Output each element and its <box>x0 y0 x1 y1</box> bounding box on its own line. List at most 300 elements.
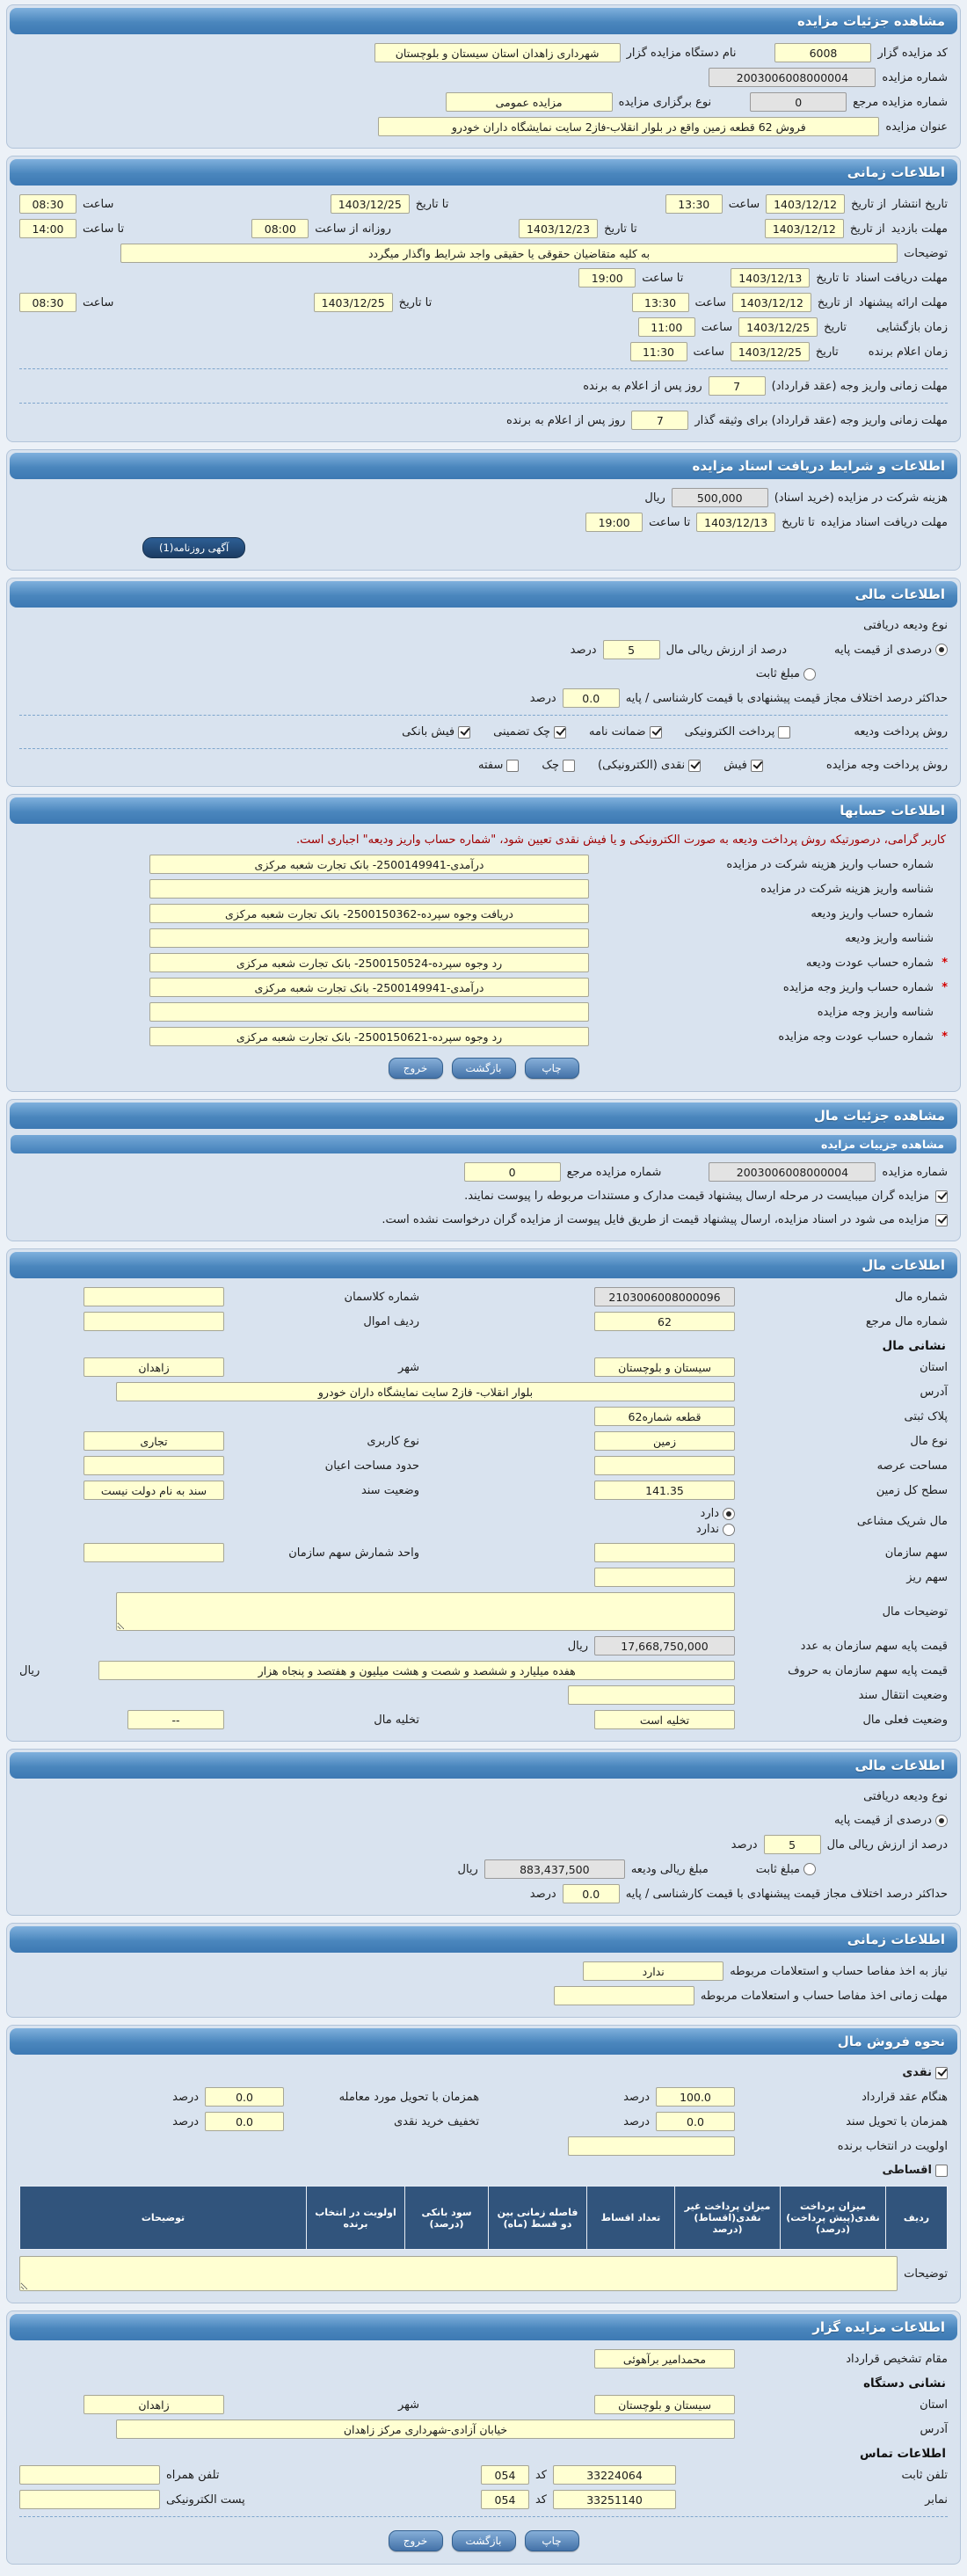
promissory-label: سفته <box>477 759 504 772</box>
accounts-notice: کاربر گرامی، درصورتیکه روش پرداخت ودیعه به صورت الکترونیکی و یا فیش نقدی تعیین شود، "شماره حساب واریز ودیعه" اجباری است. <box>295 833 946 847</box>
winner-row <box>9 339 958 364</box>
subject-row <box>9 114 958 139</box>
asset-province-label: استان <box>920 1360 948 1374</box>
cash-option[interactable] <box>902 2066 948 2079</box>
exit-button-1[interactable]: خروج <box>389 1058 443 1079</box>
docs-date-input[interactable] <box>731 268 810 287</box>
organizer-address-label: آدرس <box>920 2422 948 2436</box>
ref-no-label: شماره مزایده مرجع <box>853 95 948 109</box>
asset-address-row <box>9 1379 958 1404</box>
deed-transfer-label: وضعیت انتقال سند <box>858 1688 948 1702</box>
deposit-type-label: نوع ودیعه دریافتی <box>863 619 948 632</box>
max-diff-input[interactable] <box>563 688 620 708</box>
deposit-method-guarantee[interactable] <box>589 725 662 739</box>
publish-from-date-input[interactable] <box>766 194 845 214</box>
shared-ownership-label: مال شریک مشاعی <box>856 1515 948 1528</box>
col-noncash-percent: میزان پرداخت غیر نقدی(اقساط) (درصد <box>675 2187 781 2250</box>
auction-no-input[interactable] <box>709 68 876 87</box>
clearance-deadline-row <box>9 1983 958 2008</box>
col-installment-count: تعداد اقساط <box>587 2187 675 2250</box>
cash-electronic-label: نقدی (الکترونیکی) <box>598 759 686 772</box>
shared-ownership-row <box>9 1503 958 1540</box>
organizer-address-input[interactable] <box>116 2420 735 2439</box>
account-row <box>9 877 958 901</box>
classification-input[interactable] <box>84 1287 224 1306</box>
opening-date-label: تاریخ <box>824 320 847 334</box>
opening-date-input[interactable] <box>738 317 818 337</box>
attachments-button[interactable]: آگهی روزنامه(1) <box>142 537 245 558</box>
org-share-row <box>9 1540 958 1565</box>
account-row <box>9 1024 958 1049</box>
offer-to-time-input[interactable] <box>19 293 76 312</box>
mobile-input[interactable] <box>19 2465 160 2485</box>
percent-suffix-2: درصد <box>731 1837 758 1852</box>
docs-deadline2-hour-label: تا ساعت <box>649 515 691 529</box>
org-code-input[interactable] <box>774 43 871 62</box>
timing-header: اطلاعات زمانی <box>10 159 957 186</box>
email-label: پست الکترونیکی <box>166 2492 245 2507</box>
installment-label: اقساطی <box>882 2164 932 2177</box>
pay-deadline2-input[interactable] <box>631 411 688 430</box>
organizer-province-input[interactable] <box>594 2395 735 2414</box>
visit-to-date-input[interactable] <box>519 219 598 238</box>
phone-row <box>9 2463 958 2487</box>
pay-deadline2-label: مهلت زمانی واریز وجه (عقد قرارداد) برای وثیقه گذار <box>694 413 948 427</box>
auction-pay-method-label: روش پرداخت وجه مزایده <box>825 759 948 772</box>
asset-city-label: شهر <box>397 1360 419 1374</box>
asset-type-row <box>9 1429 958 1453</box>
pay-method-cheque[interactable] <box>542 759 575 772</box>
asset-info-header: اطلاعات مال <box>10 1252 957 1278</box>
asset-city-input[interactable] <box>84 1357 224 1377</box>
bank-slip-label: فیش بانکی <box>402 725 455 739</box>
cash-electronic-checkbox[interactable] <box>688 760 701 772</box>
col-bank-interest: سود بانکی (درصد) <box>405 2187 489 2250</box>
clearance-deadline-label: مهلت زمانی اخذ مفاصا حساب و استعلامات مربوطه <box>700 1989 948 2003</box>
timing-desc-row <box>9 241 958 266</box>
docs-deadline2-time-input[interactable] <box>585 513 643 532</box>
shared-yes-option[interactable] <box>696 1507 735 1520</box>
timing-panel <box>6 156 961 442</box>
publish-to-time-input[interactable] <box>19 194 76 214</box>
col-winner-priority: اولویت در انتخاب برنده <box>307 2187 405 2250</box>
shared-yes-radio[interactable] <box>723 1508 735 1520</box>
winner-priority-row <box>9 2134 958 2158</box>
publish-from-time-input[interactable] <box>665 194 723 214</box>
max-diff-suffix: درصد <box>529 691 556 705</box>
org-code-label: کد مزایده گزار <box>877 46 948 60</box>
authority-input[interactable] <box>594 2349 735 2369</box>
subject-input[interactable] <box>378 117 879 136</box>
sub-share-label: سهم ریز <box>906 1570 948 1584</box>
deed-transfer-row <box>9 1683 958 1707</box>
docs-deadline2-date-input[interactable] <box>696 513 775 532</box>
current-status-row <box>9 1707 958 1732</box>
organizer-address-row <box>9 2417 958 2441</box>
auction-pay-account-label: شماره حساب واریز وجه مزایده <box>782 980 934 994</box>
fixed-amount-radio[interactable] <box>803 668 816 680</box>
deposit-account-input[interactable] <box>149 904 589 923</box>
percent-of-base-radio-2[interactable] <box>935 1815 948 1827</box>
fixed-amount-radio-2[interactable] <box>803 1863 816 1875</box>
delivery-percent-input[interactable] <box>205 2087 284 2107</box>
col-installment-interval: فاصله زمانی بین دو قسط (ماه) <box>489 2187 587 2250</box>
account-row <box>9 950 958 975</box>
accounts-panel <box>6 794 961 1092</box>
attach-required-checkbox[interactable] <box>935 1190 948 1203</box>
winner-label: زمان اعلام برنده <box>868 345 948 359</box>
email-input[interactable] <box>19 2490 160 2509</box>
max-diff-label: حداکثر درصد اختلاف مجاز قیمت پیشنهادی با قیمت کارشناسی / پایه <box>625 691 948 705</box>
share-unit-label: واحد شمارش سهم سازمان <box>288 1546 419 1560</box>
share-unit-input[interactable] <box>84 1543 224 1562</box>
deposit-amount-rial-label: ریال <box>457 1862 478 1876</box>
visit-daily-from-input[interactable] <box>251 219 309 238</box>
installment-header-row <box>20 2187 948 2250</box>
asset-info-panel <box>6 1248 961 1742</box>
slip-checkbox[interactable] <box>751 760 763 772</box>
percent-value-input[interactable] <box>603 640 660 659</box>
back-button-1[interactable]: بازگشت <box>452 1058 516 1079</box>
document-terms-panel <box>6 449 961 571</box>
contact-section: اطلاعات تماس <box>860 2447 946 2461</box>
ref-type-row <box>9 90 958 114</box>
deposit-percent-row <box>9 637 958 662</box>
visit-from-date-input[interactable] <box>765 219 844 238</box>
pay-deadline-label: مهلت زمانی واریز وجه (عقد قرارداد) <box>771 379 948 393</box>
usage-label: نوع کاربری <box>367 1434 419 1448</box>
auction-refund-account-label: شماره حساب عودت وجه مزایده <box>778 1030 934 1044</box>
docs-deadline2-row <box>9 510 958 535</box>
max-diff-input-2[interactable] <box>563 1884 620 1903</box>
discount-input[interactable] <box>205 2112 284 2131</box>
delivery-percent-suffix: درصد <box>172 2090 200 2104</box>
organizer-city-input[interactable] <box>84 2395 224 2414</box>
organizer-city-label: شهر <box>397 2398 419 2412</box>
docs-to-date-label: تا تاریخ <box>816 271 849 285</box>
visit-from-date-label: از تاریخ <box>849 222 885 236</box>
fax-input[interactable] <box>553 2490 676 2509</box>
plate-input[interactable] <box>594 1407 735 1426</box>
docs-to-hour-label: تا ساعت <box>642 271 684 285</box>
auction-pay-method-row <box>9 753 958 777</box>
auction-type-input[interactable] <box>446 92 613 112</box>
shared-no-label: ندارد <box>695 1523 719 1536</box>
sale-desc-row <box>9 2253 958 2294</box>
fixed-amount-option[interactable] <box>756 667 816 680</box>
percent-of-base-label: درصدی از قیمت پایه <box>834 643 932 657</box>
deposit-type-row <box>9 614 958 637</box>
cheque-checkbox[interactable] <box>563 760 575 772</box>
deposit-id-label: شناسه واریز ودیعه <box>845 931 934 945</box>
deed-percent-label: همزمان با تحویل سند <box>846 2114 948 2128</box>
ref-no-input[interactable] <box>750 92 847 112</box>
col-cash-percent: میزان پرداخت نقدی(پیش پرداخت) (درصد) <box>781 2187 886 2250</box>
land-row <box>9 1478 958 1503</box>
winner-date-label: تاریخ <box>815 345 839 359</box>
fee-account-input[interactable] <box>149 855 589 874</box>
account-row <box>9 975 958 1000</box>
asset-view-ref-no-label: شماره مزایده مرجع <box>566 1165 662 1179</box>
offer-from-hour-label: ساعت <box>694 295 726 309</box>
deposit-refund-account-label: شماره حساب عودت ودیعه <box>805 956 934 970</box>
asset-no-input[interactable] <box>594 1287 735 1306</box>
financial-header-2: اطلاعات مالی <box>10 1752 957 1779</box>
deposit-method-bank-slip[interactable] <box>402 725 470 739</box>
cash-checkbox[interactable] <box>935 2067 948 2079</box>
org-share-input[interactable] <box>594 1543 735 1562</box>
cash-label: نقدی <box>902 2066 932 2079</box>
fixed-amount-row-2 <box>9 1857 958 1881</box>
account-row <box>9 926 958 950</box>
organizer-panel <box>6 2310 961 2565</box>
auction-pay-id-input[interactable] <box>149 1002 589 1022</box>
clearance-deadline-input[interactable] <box>554 1986 694 2005</box>
guarantee-checkbox[interactable] <box>650 726 662 739</box>
deposit-method-row <box>9 720 958 744</box>
org-name-input[interactable] <box>374 43 621 62</box>
docs-time-input[interactable] <box>578 268 636 287</box>
percent-value-input-2[interactable] <box>764 1835 821 1854</box>
base-price-rial-label: ریال <box>567 1639 588 1653</box>
timing-header-2: اطلاعات زمانی <box>10 1926 957 1953</box>
shared-no-radio[interactable] <box>723 1524 735 1536</box>
percent-of-base-option[interactable] <box>834 644 948 657</box>
publish-from-hour-label: ساعت <box>728 197 760 211</box>
asset-address-input[interactable] <box>116 1382 735 1401</box>
area-input[interactable] <box>594 1456 735 1475</box>
classification-label: شماره کلاسمان <box>344 1290 419 1304</box>
installment-option[interactable] <box>883 2164 948 2177</box>
max-diff-label-2: حداکثر درصد اختلاف مجاز قیمت پیشنهادی با قیمت کارشناسی / پایه <box>625 1887 948 1901</box>
base-price-input[interactable] <box>594 1636 735 1655</box>
percent-option-row-2 <box>9 1808 958 1832</box>
deposit-refund-account-input[interactable] <box>149 953 589 972</box>
sub-share-input[interactable] <box>594 1568 735 1587</box>
fee-input[interactable] <box>672 488 768 507</box>
building-area-input[interactable] <box>84 1456 224 1475</box>
pay-method-cash-electronic[interactable] <box>598 759 701 772</box>
percent-value-row-2 <box>9 1832 958 1857</box>
plate-label: پلاک ثبتی <box>904 1409 948 1423</box>
timing-desc-input[interactable] <box>120 244 898 263</box>
offer-from-time-input[interactable] <box>632 293 689 312</box>
divider <box>19 715 948 716</box>
offer-from-date-label: از تاریخ <box>817 295 853 309</box>
usage-input[interactable] <box>84 1431 224 1451</box>
financial-panel-2 <box>6 1749 961 1916</box>
deposit-amount-input[interactable] <box>484 1859 625 1879</box>
offer-from-date-input[interactable] <box>732 293 811 312</box>
exit-button-2[interactable]: خروج <box>389 2530 443 2551</box>
fax-label: نمابر <box>925 2492 948 2507</box>
certified-cheque-checkbox[interactable] <box>554 726 566 739</box>
attachment-row <box>9 535 958 561</box>
required-star: * <box>942 980 948 994</box>
visit-daily-from-label: روزانه از ساعت <box>315 222 391 236</box>
percent-value-label: درصد از ارزش ریالی مال <box>665 643 788 657</box>
max-diff-row-2 <box>9 1881 958 1906</box>
percent-of-base-option-2[interactable] <box>834 1814 948 1827</box>
authority-label: مقام تشخیص قرارداد <box>846 2352 948 2366</box>
auction-refund-account-input[interactable] <box>149 1027 589 1046</box>
visit-daily-to-input[interactable] <box>19 219 76 238</box>
pay-deadline-row <box>9 374 958 398</box>
no-file-request-text: مزایده می شود در اسناد مزایده، ارسال پیشنهاد قیمت از طریق فایل پیوست از مزایده گران درخواست نشده است. <box>382 1213 929 1226</box>
opening-time-input[interactable] <box>638 317 695 337</box>
clearance-input[interactable] <box>583 1961 723 1981</box>
property-row-label: ردیف اموال <box>363 1314 419 1328</box>
pay-deadline2-suffix: روز پس از اعلام به برنده <box>506 413 626 427</box>
docs-deadline-row <box>9 266 958 290</box>
clearance-label: نیاز به اخذ مفاصا حساب و استعلامات مربوطه <box>730 1964 948 1978</box>
pay-method-slip[interactable] <box>723 759 763 772</box>
deed-transfer-input[interactable] <box>568 1685 735 1705</box>
authority-row <box>9 2347 958 2371</box>
asset-desc-textarea[interactable] <box>116 1592 735 1631</box>
asset-ref-input[interactable] <box>594 1312 735 1331</box>
fax-code-input[interactable] <box>481 2490 529 2509</box>
offer-row <box>9 290 958 315</box>
asset-view-ref-no-input[interactable] <box>464 1162 561 1182</box>
publish-label: تاریخ انتشار <box>892 197 948 211</box>
current-status-input[interactable] <box>594 1710 735 1729</box>
account-row <box>9 852 958 877</box>
deed-percent-suffix: درصد <box>623 2114 650 2128</box>
certified-cheque-label: چک تضمینی <box>493 725 551 739</box>
asset-view-auction-no-input[interactable] <box>709 1162 876 1182</box>
contract-percent-input[interactable] <box>656 2087 735 2107</box>
bank-slip-checkbox[interactable] <box>458 726 470 739</box>
promissory-checkbox[interactable] <box>506 760 519 772</box>
docs-deadline2-date-label: تا تاریخ <box>782 515 815 529</box>
deposit-account-label: شماره حساب واریز ودیعه <box>811 906 934 921</box>
fixed-amount-label: مبلغ ثابت <box>755 667 800 680</box>
phone-code-input[interactable] <box>481 2465 529 2485</box>
divider <box>19 748 948 749</box>
current-status-label: وضعیت فعلی مال <box>862 1713 948 1727</box>
evacuation-label: تخلیه مال <box>374 1713 419 1727</box>
financial-panel-1 <box>6 578 961 787</box>
sale-desc-textarea[interactable] <box>19 2256 898 2291</box>
visit-row <box>9 216 958 241</box>
no-file-request-checkbox[interactable] <box>935 1214 948 1226</box>
fee-row <box>9 485 958 510</box>
shared-no-option[interactable] <box>696 1523 735 1536</box>
fixed-amount-row <box>9 662 958 686</box>
deposit-method-electronic[interactable] <box>685 725 791 739</box>
deposit-amount-label: مبلغ ریالی ودیعه <box>630 1862 709 1876</box>
installment-checkbox[interactable] <box>935 2165 948 2177</box>
asset-address-section: نشانی مال <box>882 1339 946 1353</box>
deed-status-input[interactable] <box>84 1481 224 1500</box>
publish-to-date-label: تا تاریخ <box>415 197 449 211</box>
winner-priority-label: اولویت در انتخاب برنده <box>837 2139 948 2153</box>
winner-priority-input[interactable] <box>568 2136 735 2156</box>
phone-input[interactable] <box>553 2465 676 2485</box>
max-diff-row <box>9 686 958 710</box>
deposit-id-input[interactable] <box>149 928 589 948</box>
fax-code-label: کد <box>534 2492 547 2507</box>
required-star: * <box>942 956 948 970</box>
area-label: مساحت عرصه <box>876 1459 948 1473</box>
winner-time-input[interactable] <box>630 342 687 361</box>
required-star: * <box>942 1030 948 1044</box>
percent-of-base-radio[interactable] <box>935 644 948 656</box>
attach-required-row <box>9 1184 958 1208</box>
max-diff-suffix-2: درصد <box>529 1887 556 1901</box>
base-price-words-rial-label: ریال <box>19 1663 40 1677</box>
shared-ownership-options <box>696 1505 735 1538</box>
organizer-province-row <box>9 2392 958 2417</box>
percent-value-label-2: درصد از ارزش ریالی مال <box>826 1837 948 1852</box>
land-area-input[interactable] <box>594 1481 735 1500</box>
page-bottom-buttons <box>9 2521 958 2555</box>
asset-province-input[interactable] <box>594 1357 735 1377</box>
pay-deadline-input[interactable] <box>709 376 766 396</box>
base-price-words-input[interactable] <box>98 1661 735 1680</box>
print-button-1[interactable]: چاپ <box>525 1058 579 1079</box>
sale-method-panel <box>6 2025 961 2303</box>
guarantee-label: ضمانت نامه <box>589 725 646 739</box>
deposit-type-label-2: نوع ودیعه دریافتی <box>863 1790 948 1803</box>
print-button-2[interactable]: چاپ <box>525 2530 579 2551</box>
auction-pay-account-input[interactable] <box>149 978 589 997</box>
deposit-method-cheque[interactable] <box>493 725 566 739</box>
asset-address-label: آدرس <box>920 1385 948 1399</box>
fee-deposit-id-input[interactable] <box>149 879 589 899</box>
building-area-label: حدود مساحت اعیان <box>324 1459 419 1473</box>
offer-to-date-input[interactable] <box>314 293 393 312</box>
evacuation-input[interactable] <box>127 1710 224 1729</box>
fee-rial-label: ریال <box>644 491 665 505</box>
asset-type-input[interactable] <box>594 1431 735 1451</box>
publish-to-date-input[interactable] <box>331 194 410 214</box>
deposit-type-row-2 <box>9 1785 958 1808</box>
property-row-input[interactable] <box>84 1312 224 1331</box>
col-notes: توضیحات <box>20 2187 307 2250</box>
cheque-label: چک <box>542 759 560 772</box>
divider <box>19 368 948 369</box>
col-row-number: ردیف <box>886 2187 948 2250</box>
winner-hour-label: ساعت <box>693 345 724 359</box>
asset-type-label: نوع مال <box>910 1434 948 1448</box>
deed-percent-input[interactable] <box>656 2112 735 2131</box>
mobile-label: تلفن همراه <box>166 2468 220 2482</box>
auction-no-label: شماره مزایده <box>882 70 948 84</box>
phone-label: تلفن ثابت <box>901 2468 948 2482</box>
back-button-2[interactable]: بازگشت <box>452 2530 516 2551</box>
fax-row <box>9 2487 958 2512</box>
offer-label: مهلت ارائه پیشنهاد <box>858 295 948 309</box>
pay-method-promissory[interactable] <box>478 759 519 772</box>
accounts-header: اطلاعات حسابها <box>10 797 957 824</box>
base-price-row <box>9 1634 958 1658</box>
attach-required-text: مزایده گران میبایست در مرحله ارسال پیشنهاد قیمت مدارک و مستندات مربوطه را پیوست نمایند. <box>464 1190 929 1203</box>
document-terms-header: اطلاعات و شرایط دریافت اسناد مزایده <box>10 453 957 479</box>
percent-suffix: درصد <box>570 643 597 657</box>
winner-date-input[interactable] <box>731 342 810 361</box>
deed-status-label: وضعیت سند <box>360 1483 419 1497</box>
publish-row <box>9 192 958 216</box>
asset-desc-label: توضیحات مال <box>882 1605 948 1619</box>
sub-share-row <box>9 1565 958 1590</box>
visit-daily-to-label: تا ساعت <box>83 222 125 236</box>
electronic-pay-checkbox[interactable] <box>778 726 790 739</box>
docs-deadline-label: مهلت دریافت اسناد <box>854 271 948 285</box>
timing-panel-2 <box>6 1923 961 2018</box>
fixed-amount-option-2[interactable] <box>756 1863 816 1876</box>
